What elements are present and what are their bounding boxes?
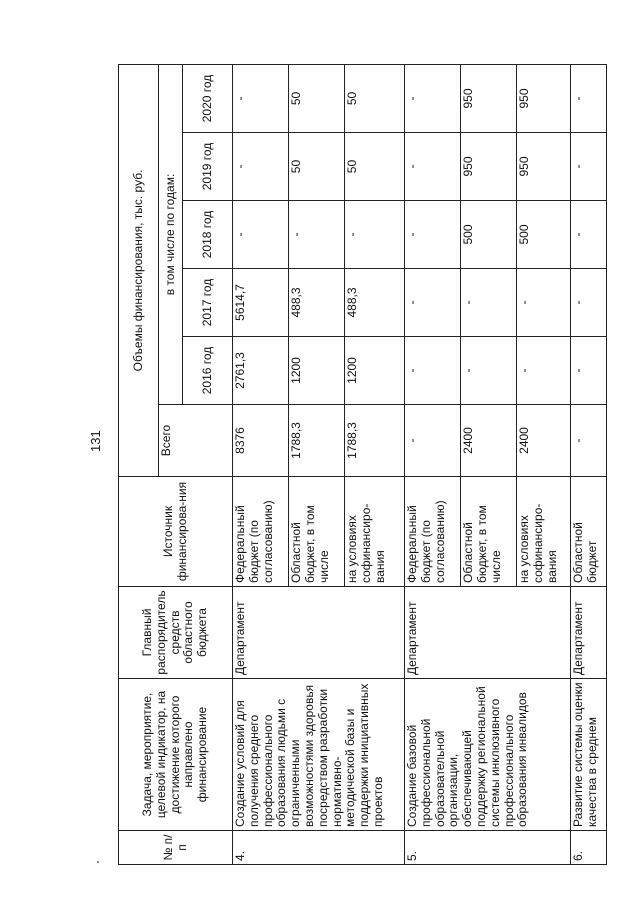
row-5-2019-3: 950 [517,133,571,201]
financing-table [118,64,607,865]
header-task: Задача, мероприятие, целевой индикатор, на достижение которого направлено финансирование [119,679,233,831]
row-5-2018-1: - [405,201,461,269]
row-5-2018-3: 500 [517,201,571,269]
row-5-source-2: Областной бюджет, в том числе [461,477,517,587]
row-5-num: 5. [405,831,571,865]
row-4-source-2: Областной бюджет, в том числе [289,477,345,587]
row-4-2019-3: 50 [345,133,405,201]
row-4-2016-3: 1200 [345,337,405,405]
row-5-2016-2: - [461,337,517,405]
row-5-distributor: Департамент [405,587,571,679]
row-6-num: 6. [571,831,607,865]
row-4-2017-3: 488,3 [345,269,405,337]
row-5-2017-1: - [405,269,461,337]
row-4-total-2: 1788,3 [289,405,345,477]
row-5-2019-1: - [405,133,461,201]
row-5-total-3: 2400 [517,405,571,477]
row-5-2017-2: - [461,269,517,337]
row-4-total-3: 1788,3 [345,405,405,477]
row-5-2020-1: - [405,64,461,132]
row-5-source-1: Федеральный бюджет (по согласованию) [405,477,461,587]
header-source: Источник финансирова-ния [119,477,233,587]
header-year-2020: 2020 год [183,64,233,132]
row-5-2016-3: - [517,337,571,405]
row-5-task: Создание базовой профессиональной образовательной организации, обеспечивающей поддержку региональной системы инклюзивного профессионального образования инвалидов [405,679,571,831]
row-4-2019-2: 50 [289,133,345,201]
header-distributor: Главный распорядитель средств областного бюджета [119,587,233,679]
row-6-2020-1: - [571,64,607,132]
row-4-2017-2: 488,3 [289,269,345,337]
row-4-source-1: Федеральный бюджет (по согласованию) [233,477,289,587]
row-6-2016-1: - [571,337,607,405]
row-4-2020-2: 50 [289,64,345,132]
row-4-source-3: на условиях софинансиро-вания [345,477,405,587]
row-4-2019-1: - [233,133,289,201]
row-6-source-1: Областной бюджет [571,477,607,587]
row-4-task: Создание условий для получения среднего профессионального образования людьми с ограниченными возможностями здоровья посредством разработки нормативно-методической базы и поддержки инициативных проектов [233,679,405,831]
header-year-2016: 2016 год [183,337,233,405]
header-year-2018: 2018 год [183,201,233,269]
row-4-2018-1: - [233,201,289,269]
header-by-years: в том числе по годам: [159,64,183,404]
row-4-total-1: 8376 [233,405,289,477]
row-5-2017-3: - [517,269,571,337]
page-number: 131 [88,430,103,452]
row-5-total-1: - [405,405,461,477]
header-total: Всего [159,405,233,477]
header-year-2019: 2019 год [183,133,233,201]
row-4-2016-1: 2761,3 [233,337,289,405]
row-4-2016-2: 1200 [289,337,345,405]
rotated-table-container [118,65,599,865]
row-5-total-2: 2400 [461,405,517,477]
row-4-2020-3: 50 [345,64,405,132]
row-4-2020-1: - [233,64,289,132]
row-4-num: 4. [233,831,405,865]
row-4-distributor: Департамент [233,587,405,679]
header-year-2017: 2017 год [183,269,233,337]
scan-mark [97,861,99,863]
row-5-2020-3: 950 [517,64,571,132]
row-5-2020-2: 950 [461,64,517,132]
row-6-2017-1: - [571,269,607,337]
row-4-2017-1: 5614,7 [233,269,289,337]
row-6-2019-1: - [571,133,607,201]
row-6-2018-1: - [571,201,607,269]
row-4-2018-3: - [345,201,405,269]
row-6-task: Развитие системы оценки качества в среднем [571,679,607,831]
row-6-distributor: Департамент [571,587,607,679]
row-4-2018-2: - [289,201,345,269]
row-6-total-1: - [571,405,607,477]
row-5-2016-1: - [405,337,461,405]
row-5-source-3: на условиях софинансиро-вания [517,477,571,587]
row-5-2018-2: 500 [461,201,517,269]
row-5-2019-2: 950 [461,133,517,201]
header-num: № п/п [119,831,233,865]
header-volumes: Объемы финансирования, тыс. руб. [119,64,159,476]
